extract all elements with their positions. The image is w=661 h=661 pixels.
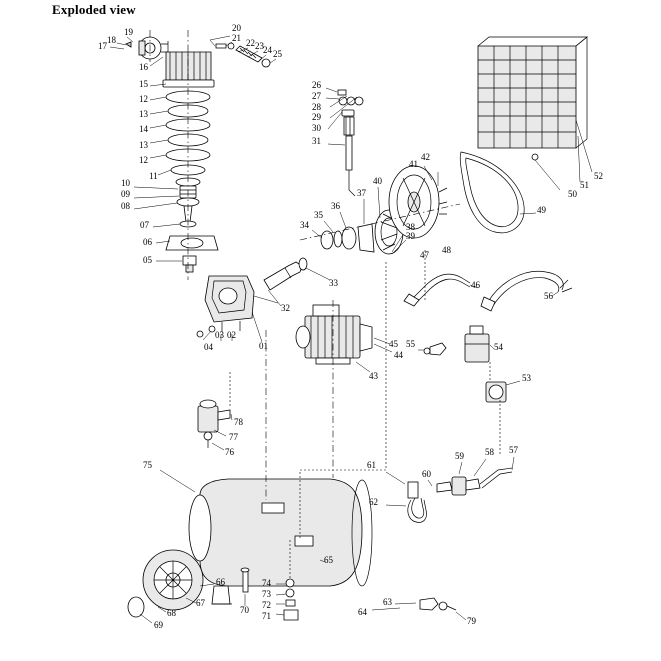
callout-38: 38 bbox=[406, 222, 415, 232]
callout-58: 58 bbox=[485, 447, 494, 457]
callout-44: 44 bbox=[394, 350, 403, 360]
callout-57: 57 bbox=[509, 445, 518, 455]
callout-07: 07 bbox=[140, 220, 149, 230]
callout-73: 73 bbox=[262, 589, 271, 599]
part-group-belt-guard bbox=[478, 37, 592, 190]
callout-40: 40 bbox=[373, 176, 382, 186]
callout-26: 26 bbox=[312, 80, 321, 90]
callout-70: 70 bbox=[240, 605, 249, 615]
callout-15: 15 bbox=[139, 79, 148, 89]
callout-72: 72 bbox=[262, 600, 271, 610]
callout-67: 67 bbox=[196, 598, 205, 608]
part-group-discharge-tube bbox=[264, 258, 330, 306]
callout-09: 09 bbox=[121, 189, 130, 199]
callout-27: 27 bbox=[312, 91, 321, 101]
callout-21: 21 bbox=[232, 33, 241, 43]
callout-60: 60 bbox=[422, 469, 431, 479]
part-group-electric-motor bbox=[296, 305, 392, 372]
callout-71: 71 bbox=[262, 611, 271, 621]
callout-32: 32 bbox=[281, 303, 290, 313]
callout-50: 50 bbox=[568, 189, 577, 199]
callout-06: 06 bbox=[143, 237, 152, 247]
callout-76: 76 bbox=[225, 447, 234, 457]
callout-33: 33 bbox=[329, 278, 338, 288]
callout-47: 47 bbox=[420, 250, 429, 260]
callout-66: 66 bbox=[216, 577, 225, 587]
part-group-cylinder-head bbox=[150, 52, 214, 87]
part-group-hose-long bbox=[481, 271, 572, 311]
callout-55: 55 bbox=[406, 339, 415, 349]
callout-79: 79 bbox=[467, 616, 476, 626]
callout-05: 05 bbox=[143, 255, 152, 265]
callout-12b: 12 bbox=[139, 155, 148, 165]
callout-69: 69 bbox=[154, 620, 163, 630]
callout-17: 17 bbox=[98, 41, 107, 51]
callout-42: 42 bbox=[421, 152, 430, 162]
callout-77: 77 bbox=[229, 432, 238, 442]
callout-43: 43 bbox=[369, 371, 378, 381]
part-group-drive-belt bbox=[460, 152, 536, 233]
callout-37: 37 bbox=[357, 188, 366, 198]
callout-45: 45 bbox=[389, 339, 398, 349]
callout-19: 19 bbox=[124, 27, 133, 37]
callout-34: 34 bbox=[300, 220, 309, 230]
part-group-pressure-gauge bbox=[486, 381, 520, 402]
callout-41: 41 bbox=[409, 159, 418, 169]
part-group-crank-seal bbox=[312, 199, 374, 252]
callout-20: 20 bbox=[232, 23, 241, 33]
callout-11: 11 bbox=[149, 171, 158, 181]
page-title: Exploded view bbox=[52, 2, 136, 17]
callout-04: 04 bbox=[204, 342, 213, 352]
callout-54: 54 bbox=[494, 342, 503, 352]
callout-52: 52 bbox=[594, 171, 603, 181]
callout-68: 68 bbox=[167, 608, 176, 618]
callout-48: 48 bbox=[442, 245, 451, 255]
callout-18: 18 bbox=[107, 35, 116, 45]
callout-64: 64 bbox=[358, 607, 367, 617]
callout-53: 53 bbox=[522, 373, 531, 383]
part-group-crankcase-gasket bbox=[156, 236, 218, 250]
callout-49: 49 bbox=[537, 205, 546, 215]
callout-12a: 12 bbox=[139, 94, 148, 104]
callout-13a: 13 bbox=[139, 109, 148, 119]
callout-78: 78 bbox=[234, 417, 243, 427]
callout-14: 14 bbox=[139, 124, 148, 134]
callout-23: 23 bbox=[255, 41, 264, 51]
callout-16: 16 bbox=[139, 62, 148, 72]
callout-02: 02 bbox=[227, 330, 236, 340]
callout-65: 65 bbox=[324, 555, 333, 565]
part-group-regulator bbox=[198, 400, 232, 450]
callout-13b: 13 bbox=[139, 140, 148, 150]
part-group-fan-assembly bbox=[110, 37, 168, 59]
callout-30: 30 bbox=[312, 123, 321, 133]
part-group-hose-short bbox=[404, 274, 478, 306]
callout-36: 36 bbox=[331, 201, 340, 211]
callout-01: 01 bbox=[259, 341, 268, 351]
callout-35: 35 bbox=[314, 210, 323, 220]
part-group-motor-fitting bbox=[418, 343, 446, 355]
part-group-flywheel bbox=[389, 166, 447, 238]
callout-29: 29 bbox=[312, 112, 321, 122]
callout-22: 22 bbox=[246, 38, 255, 48]
part-group-breather bbox=[156, 256, 196, 272]
callout-61: 61 bbox=[367, 460, 376, 470]
callout-62: 62 bbox=[369, 497, 378, 507]
part-group-pressure-switch bbox=[465, 326, 494, 362]
callout-75: 75 bbox=[143, 460, 152, 470]
part-group-valve-plates bbox=[150, 91, 210, 186]
callout-28: 28 bbox=[312, 102, 321, 112]
callout-25: 25 bbox=[273, 49, 282, 59]
callout-56: 56 bbox=[544, 291, 553, 301]
callout-74: 74 bbox=[262, 578, 271, 588]
callout-59: 59 bbox=[455, 451, 464, 461]
callout-63: 63 bbox=[383, 597, 392, 607]
part-group-outlet-pipe bbox=[386, 457, 514, 522]
callout-24: 24 bbox=[263, 45, 272, 55]
callout-03: 03 bbox=[215, 330, 224, 340]
callout-51: 51 bbox=[580, 180, 589, 190]
callout-10: 10 bbox=[121, 178, 130, 188]
callout-39: 39 bbox=[406, 231, 415, 241]
callout-08: 08 bbox=[121, 201, 130, 211]
callout-46: 46 bbox=[471, 280, 480, 290]
callout-31: 31 bbox=[312, 136, 321, 146]
part-group-unloader bbox=[326, 88, 363, 196]
